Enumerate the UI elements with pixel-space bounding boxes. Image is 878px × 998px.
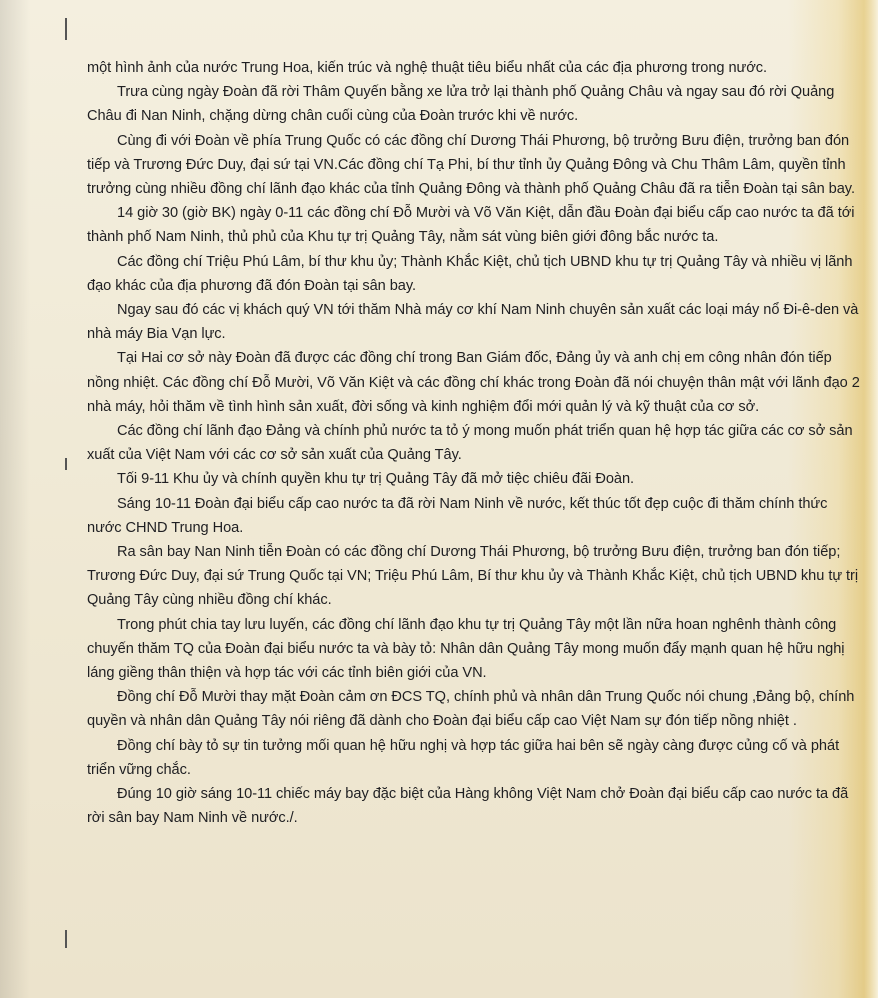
margin-mark [65,458,67,470]
paragraph: Đồng chí Đỗ Mười thay mặt Đoàn cảm ơn ĐCS TQ, chính phủ và nhân dân Trung Quốc nói chung ,Đảng bộ, chính quyền và nhân dân Quảng Tây nói riêng đã dành cho Đoàn đại biểu cấp cao Việt Nam sự đón tiếp nồng nhiệt . [87,689,855,730]
paragraph: Trong phút chia tay lưu luyến, các đồng chí lãnh đạo khu tự trị Quảng Tây một lần nữa hoan nghênh thành công chuyến thăm TQ của Đoàn đại biểu nước ta và bày tỏ: Nhân dân Quảng Tây mong muốn đẩy mạnh quan hệ hữu nghị láng giềng thân thiện và hợp tác với các tỉnh biên giới của VN. [87,616,845,682]
paragraph: Ngay sau đó các vị khách quý VN tới thăm Nhà máy cơ khí Nam Ninh chuyên sản xuất các loại máy nổ Đi-ê-den và nhà máy Bia Vạn lực. [87,302,859,343]
paragraph: Các đồng chí Triệu Phú Lâm, bí thư khu ủy; Thành Khắc Kiệt, chủ tịch UBND khu tự trị Quảng Tây và nhiều vị lãnh đạo khác của địa phương đã đón Đoàn tại sân bay. [87,253,853,294]
paragraph: Đúng 10 giờ sáng 10-11 chiếc máy bay đặc biệt của Hàng không Việt Nam chở Đoàn đại biểu cấp cao nước ta đã rời sân bay Nam Ninh về nước./. [87,786,849,827]
margin-mark [65,930,67,948]
paragraph: Tối 9-11 Khu ủy và chính quyền khu tự trị Quảng Tây đã mở tiệc chiêu đãi Đoàn. [117,471,635,488]
paragraph: Ra sân bay Nan Ninh tiễn Đoàn có các đồng chí Dương Thái Phương, bộ trưởng Bưu điện, trưởng ban đón tiếp; Trương Đức Duy, đại sứ Trung Quốc tại VN; Triệu Phú Lâm, Bí thư khu ủy và Thành Khắc Kiệt, chủ tịch UBND khu tự trị Quảng Tây cùng nhiều đồng chí khác. [87,544,859,609]
paragraph: Trưa cùng ngày Đoàn đã rời Thâm Quyến bằng xe lửa trở lại thành phố Quảng Châu và ngay sau đó rời Quảng Châu đi Nan Ninh, chặng dừng chân cuối cùng của Đoàn trước khi về nước. [87,84,835,125]
paragraph: Các đồng chí lãnh đạo Đảng và chính phủ nước ta tỏ ý mong muốn phát triển quan hệ hợp tác giữa các cơ sở sản xuất của Việt Nam với các cơ sở sản xuất của Quảng Tây. [87,423,853,464]
paragraph: Tại Hai cơ sở này Đoàn đã được các đồng chí trong Ban Giám đốc, Đảng ủy và anh chị em công nhân đón tiếp nồng nhiệt. Các đồng chí Đỗ Mười, Võ Văn Kiệt và các đồng chí khác trong Đoàn đã nói chuyện thân mật với lãnh đạo 2 nhà máy, hỏi thăm về tình hình sản xuất, đời sống và kinh nghiệm đổi mới quản lý và kỹ thuật của cơ sở. [87,350,860,415]
paragraph: Cùng đi với Đoàn về phía Trung Quốc có các đồng chí Dương Thái Phương, bộ trưởng Bưu điện, trưởng ban đón tiếp và Trương Đức Duy, đại sứ tại VN.Các đồng chí Tạ Phi, bí thư tỉnh ủy Quảng Đông và Chu Thâm Lâm, quyền tỉnh trưởng cùng nhiều đồng chí lãnh đạo khác của tỉnh Quảng Đông và thành phố Quảng Châu đã ra tiễn Đoàn tại sân bay. [87,132,855,198]
paragraph: Sáng 10-11 Đoàn đại biểu cấp cao nước ta đã rời Nam Ninh về nước, kết thúc tốt đẹp cuộc đi thăm chính thức nước CHND Trung Hoa. [87,495,828,536]
paragraph: Đồng chí bày tỏ sự tin tưởng mối quan hệ hữu nghị và hợp tác giữa hai bên sẽ ngày càng được củng cố và phát triển vững chắc. [87,737,840,778]
document-body [87,56,863,831]
paragraph: một hình ảnh của nước Trung Hoa, kiến trúc và nghệ thuật tiêu biểu nhất của các địa phương trong nước. [87,60,768,76]
page-edge [864,0,878,998]
margin-mark [65,18,67,40]
paragraph: 14 giờ 30 (giờ BK) ngày 0-11 các đồng chí Đỗ Mười và Võ Văn Kiệt, dẫn đầu Đoàn đại biểu cấp cao nước ta đã tới thành phố Nam Ninh, thủ phủ của Khu tự trị Quảng Tây, nằm sát vùng biên giới đông bắc nước ta. [87,205,855,246]
